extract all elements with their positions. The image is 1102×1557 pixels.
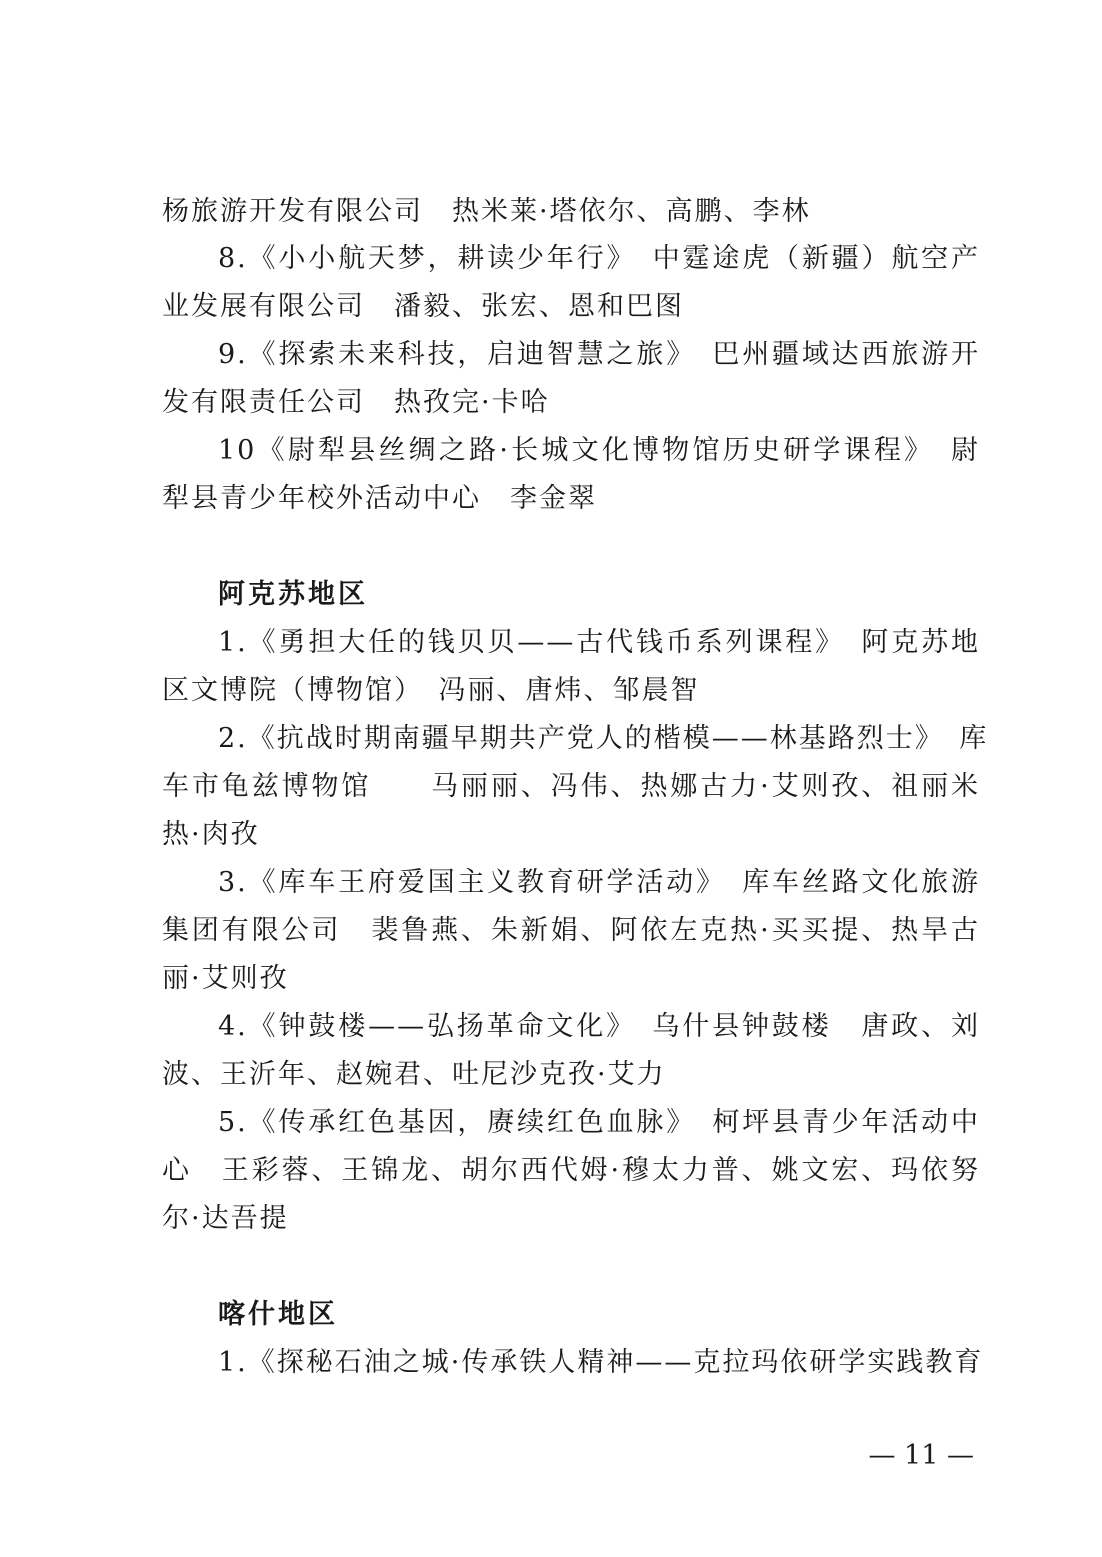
text-line: 1.《探秘石油之城·传承铁人精神——克拉玛依研学实践教育 — [218, 1347, 984, 1378]
text-line: 5.《传承红色基因，赓续红色血脉》 柯坪县青少年活动中 — [218, 1107, 980, 1138]
text-line: 发有限责任公司 热孜完·卡哈 — [162, 387, 550, 418]
section-heading: 喀什地区 — [218, 1299, 338, 1330]
text-line: 杨旅游开发有限公司 热米莱·塔依尔、高鹏、李林 — [162, 196, 811, 227]
text-line: 8.《小小航天梦，耕读少年行》 中霆途虎（新疆）航空产 — [218, 243, 980, 274]
text-line: 区文博院（博物馆） 冯丽、唐炜、邹晨智 — [162, 675, 700, 706]
text-line: 犁县青少年校外活动中心 李金翠 — [162, 483, 597, 514]
text-line: 集团有限公司 裴鲁燕、朱新娟、阿依左克热·买买提、热旱古 — [162, 915, 980, 946]
text-line: 尔·达吾提 — [162, 1203, 289, 1234]
text-line: 9.《探索未来科技，启迪智慧之旅》 巴州疆域达西旅游开 — [218, 339, 980, 370]
text-line: 波、王沂年、赵婉君、吐尼沙克孜·艾力 — [162, 1059, 666, 1090]
page-number: — 11 — — [868, 1440, 974, 1471]
text-line: 3.《库车王府爱国主义教育研学活动》 库车丝路文化旅游 — [218, 867, 980, 898]
text-line: 心 王彩蓉、王锦龙、胡尔西代姆·穆太力普、姚文宏、玛依努 — [162, 1155, 980, 1186]
section-heading: 阿克苏地区 — [218, 579, 368, 610]
text-line: 热·肉孜 — [162, 819, 260, 850]
text-line: 4.《钟鼓楼——弘扬革命文化》 乌什县钟鼓楼 唐政、刘 — [218, 1011, 980, 1042]
text-line: 车市龟兹博物馆 马丽丽、冯伟、热娜古力·艾则孜、祖丽米 — [162, 771, 980, 802]
text-line: 10《尉犁县丝绸之路·长城文化博物馆历史研学课程》 尉 — [218, 435, 980, 466]
text-line: 业发展有限公司 潘毅、张宏、恩和巴图 — [162, 291, 684, 322]
text-line: 丽·艾则孜 — [162, 963, 289, 994]
text-line: 1.《勇担大任的钱贝贝——古代钱币系列课程》 阿克苏地 — [218, 627, 980, 658]
text-line: 2.《抗战时期南疆早期共产党人的楷模——林基路烈士》 库 — [218, 723, 989, 754]
